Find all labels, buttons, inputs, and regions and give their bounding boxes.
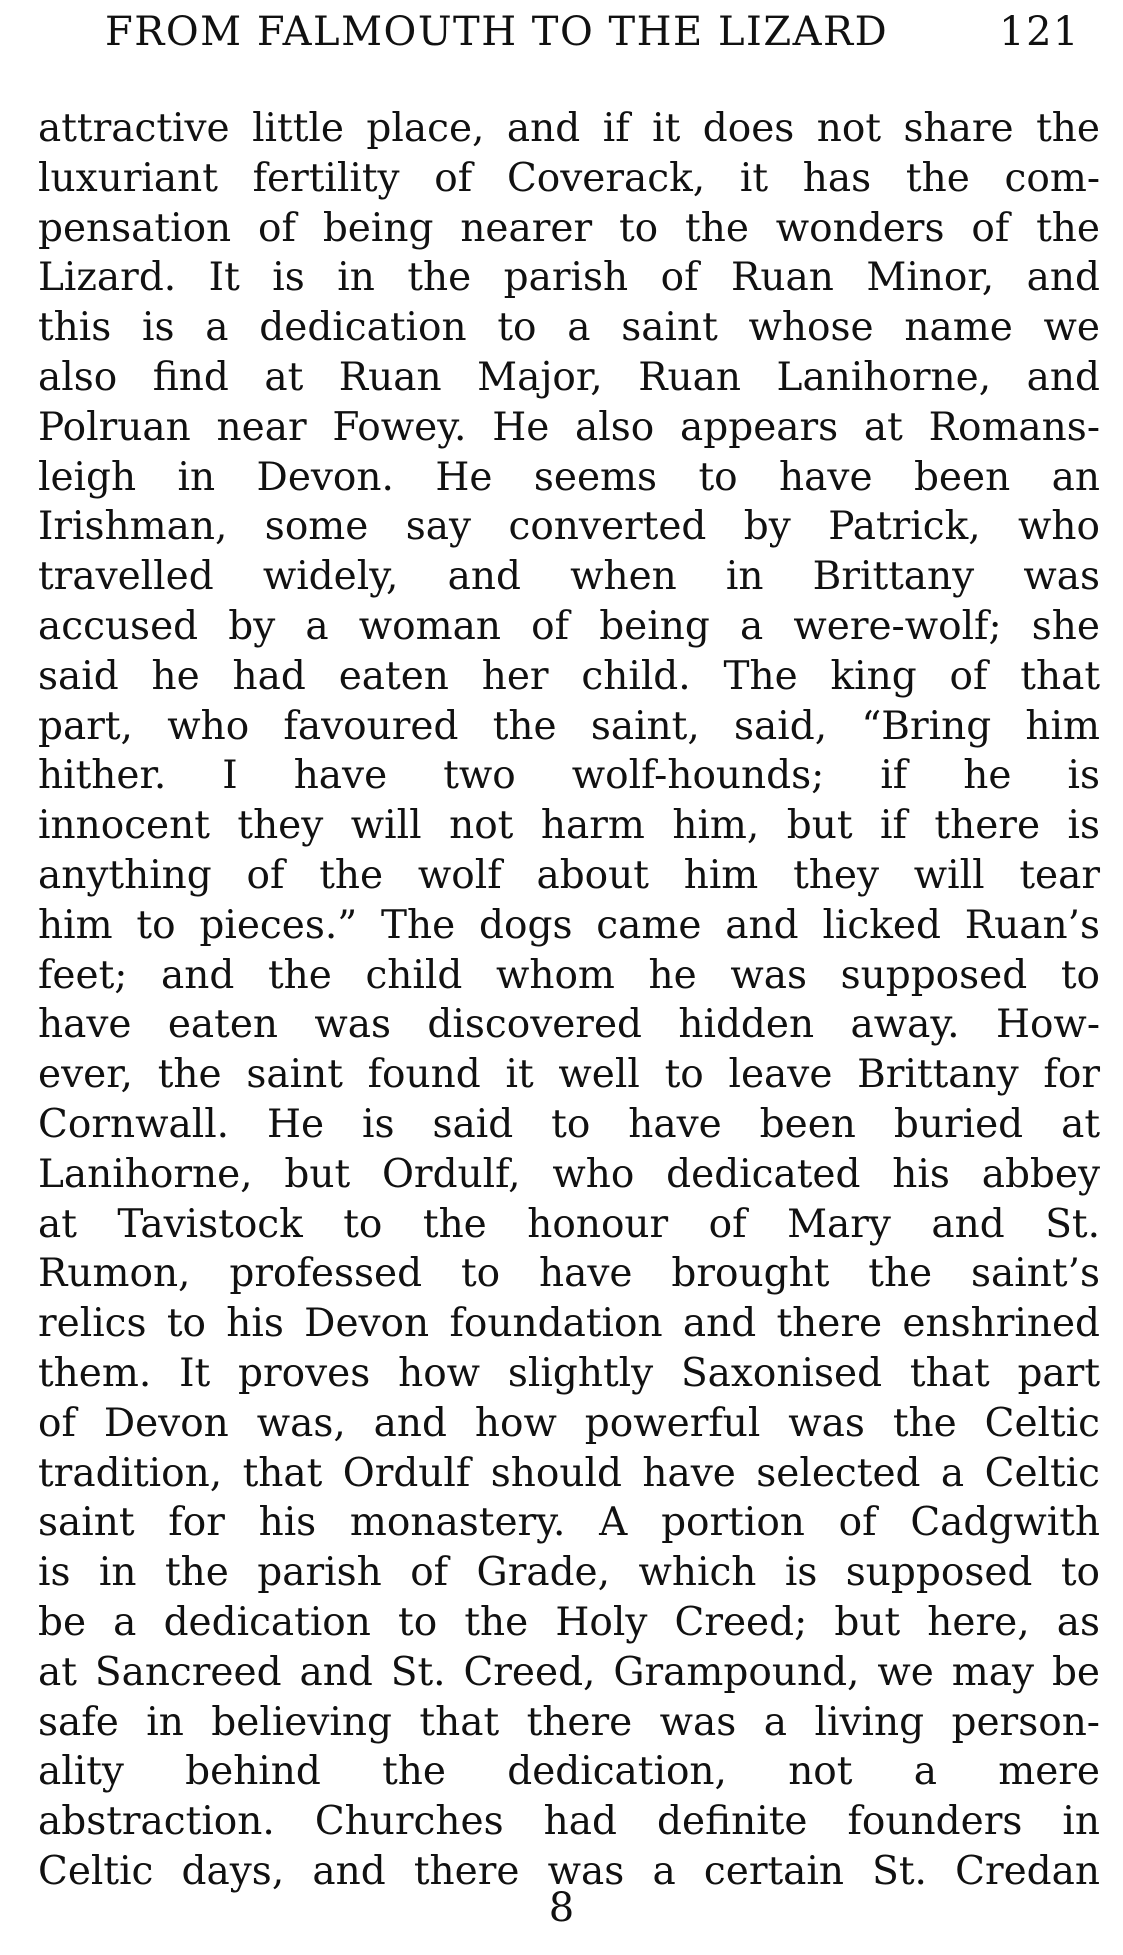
page-number: 121 xyxy=(999,9,1080,55)
text-line: Lizard. It is in the parish of Ruan Minor, and xyxy=(38,255,1100,301)
text-line: Polruan near Fowey. He also appears at Romans- xyxy=(38,404,1100,450)
text-line: travelled widely, and when in Brittany was xyxy=(38,554,1100,600)
text-line: anything of the wolf about him they will tear xyxy=(38,852,1100,898)
text-line: hither. I have two wolf-hounds; if he is xyxy=(38,753,1100,799)
signature-mark: 8 xyxy=(548,1885,575,1931)
text-line: luxuriant fertility of Coverack, it has the com- xyxy=(38,155,1100,201)
text-line: feet; and the child whom he was supposed to xyxy=(38,952,1100,998)
text-line: is in the parish of Grade, which is supposed to xyxy=(38,1550,1100,1596)
text-line: innocent they will not harm him, but if there is xyxy=(38,803,1100,849)
text-line: leigh in Devon. He seems to have been an xyxy=(38,454,1100,500)
text-line: saint for his monastery. A portion of Cadgwith xyxy=(38,1500,1100,1546)
text-line: pensation of being nearer to the wonders of the xyxy=(38,205,1100,251)
running-title: FROM FALMOUTH TO THE LIZARD xyxy=(105,9,889,55)
text-line: attractive little place, and if it does not share the xyxy=(38,106,1100,151)
text-line: also find at Ruan Major, Ruan Lanihorne, and xyxy=(38,354,1100,400)
text-line: this is a dedication to a saint whose name we xyxy=(38,305,1100,351)
text-line: Rumon, professed to have brought the saint’s xyxy=(38,1251,1100,1297)
body-text xyxy=(38,104,1100,1897)
text-line: Cornwall. He is said to have been buried at xyxy=(38,1101,1100,1147)
text-line: have eaten was discovered hidden away. How- xyxy=(38,1002,1100,1048)
text-line: abstraction. Churches had definite founders in xyxy=(38,1799,1100,1845)
text-line: part, who favoured the saint, said, “Bring him xyxy=(38,703,1100,749)
text-line: ality behind the dedication, not a mere xyxy=(38,1749,1100,1795)
text-line: them. It proves how slightly Saxonised that part xyxy=(38,1350,1100,1396)
running-head xyxy=(105,6,1080,58)
text-line: at Sancreed and St. Creed, Grampound, we may be xyxy=(38,1649,1100,1695)
text-line: of Devon was, and how powerful was the Celtic xyxy=(38,1400,1100,1446)
text-line: at Tavistock to the honour of Mary and St. xyxy=(38,1201,1100,1247)
text-line: relics to his Devon foundation and there enshrined xyxy=(38,1301,1100,1347)
text-line: tradition, that Ordulf should have selected a Celtic xyxy=(38,1450,1100,1496)
text-line: Celtic days, and there was a certain St. Credan xyxy=(38,1848,1100,1894)
text-line: Lanihorne, but Ordulf, who dedicated his abbey xyxy=(38,1151,1100,1197)
text-line: accused by a woman of being a were-wolf; she xyxy=(38,603,1100,649)
text-line: be a dedication to the Holy Creed; but here, as xyxy=(38,1599,1100,1645)
text-line: him to pieces.” The dogs came and licked Ruan’s xyxy=(38,902,1100,948)
text-line: safe in believing that there was a living person- xyxy=(38,1699,1100,1745)
text-line: Irishman, some say converted by Patrick, who xyxy=(38,504,1100,550)
text-line: said he had eaten her child. The king of that xyxy=(38,653,1100,699)
text-line: ever, the saint found it well to leave Brittany for xyxy=(38,1052,1100,1098)
